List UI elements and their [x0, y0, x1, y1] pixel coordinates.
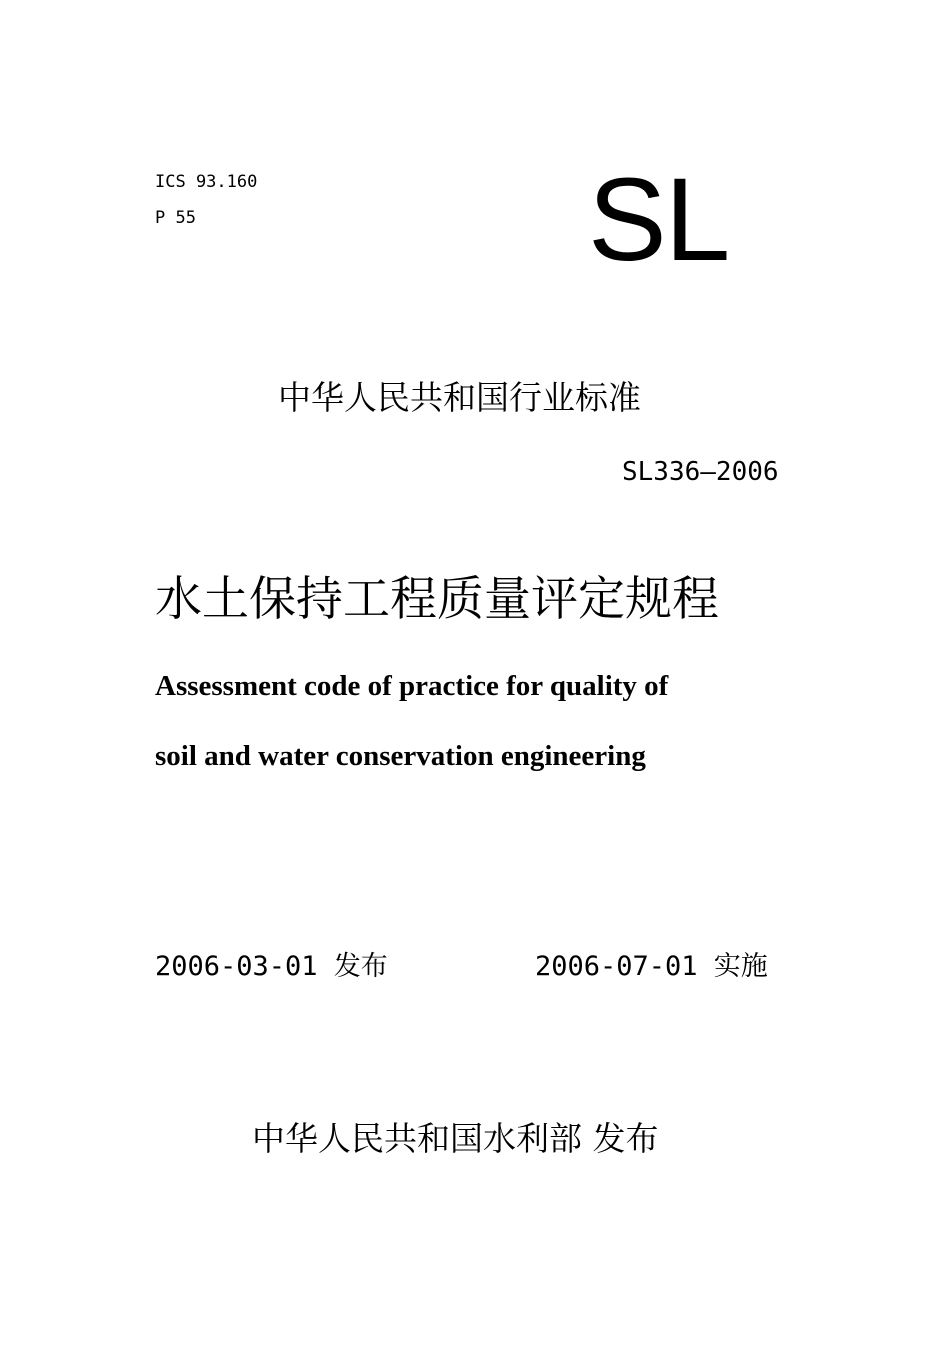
document-title-chinese: 水土保持工程质量评定规程 [155, 572, 719, 627]
classification-code: P 55 [155, 208, 196, 228]
publisher: 中华人民共和国水利部 发布 [252, 1119, 659, 1158]
document-title-english-line1: Assessment code of practice for quality of [155, 670, 669, 702]
document-title-english-line2: soil and water conservation engineering [155, 740, 646, 772]
issue-date: 2006-03-01 发布 [155, 951, 388, 982]
ics-code: ICS 93.160 [155, 172, 258, 192]
standard-category: 中华人民共和国行业标准 [278, 378, 641, 417]
implementation-date: 2006-07-01 实施 [535, 951, 768, 982]
standard-number: SL336—2006 [622, 457, 779, 487]
sl-logo: SL [588, 154, 729, 286]
